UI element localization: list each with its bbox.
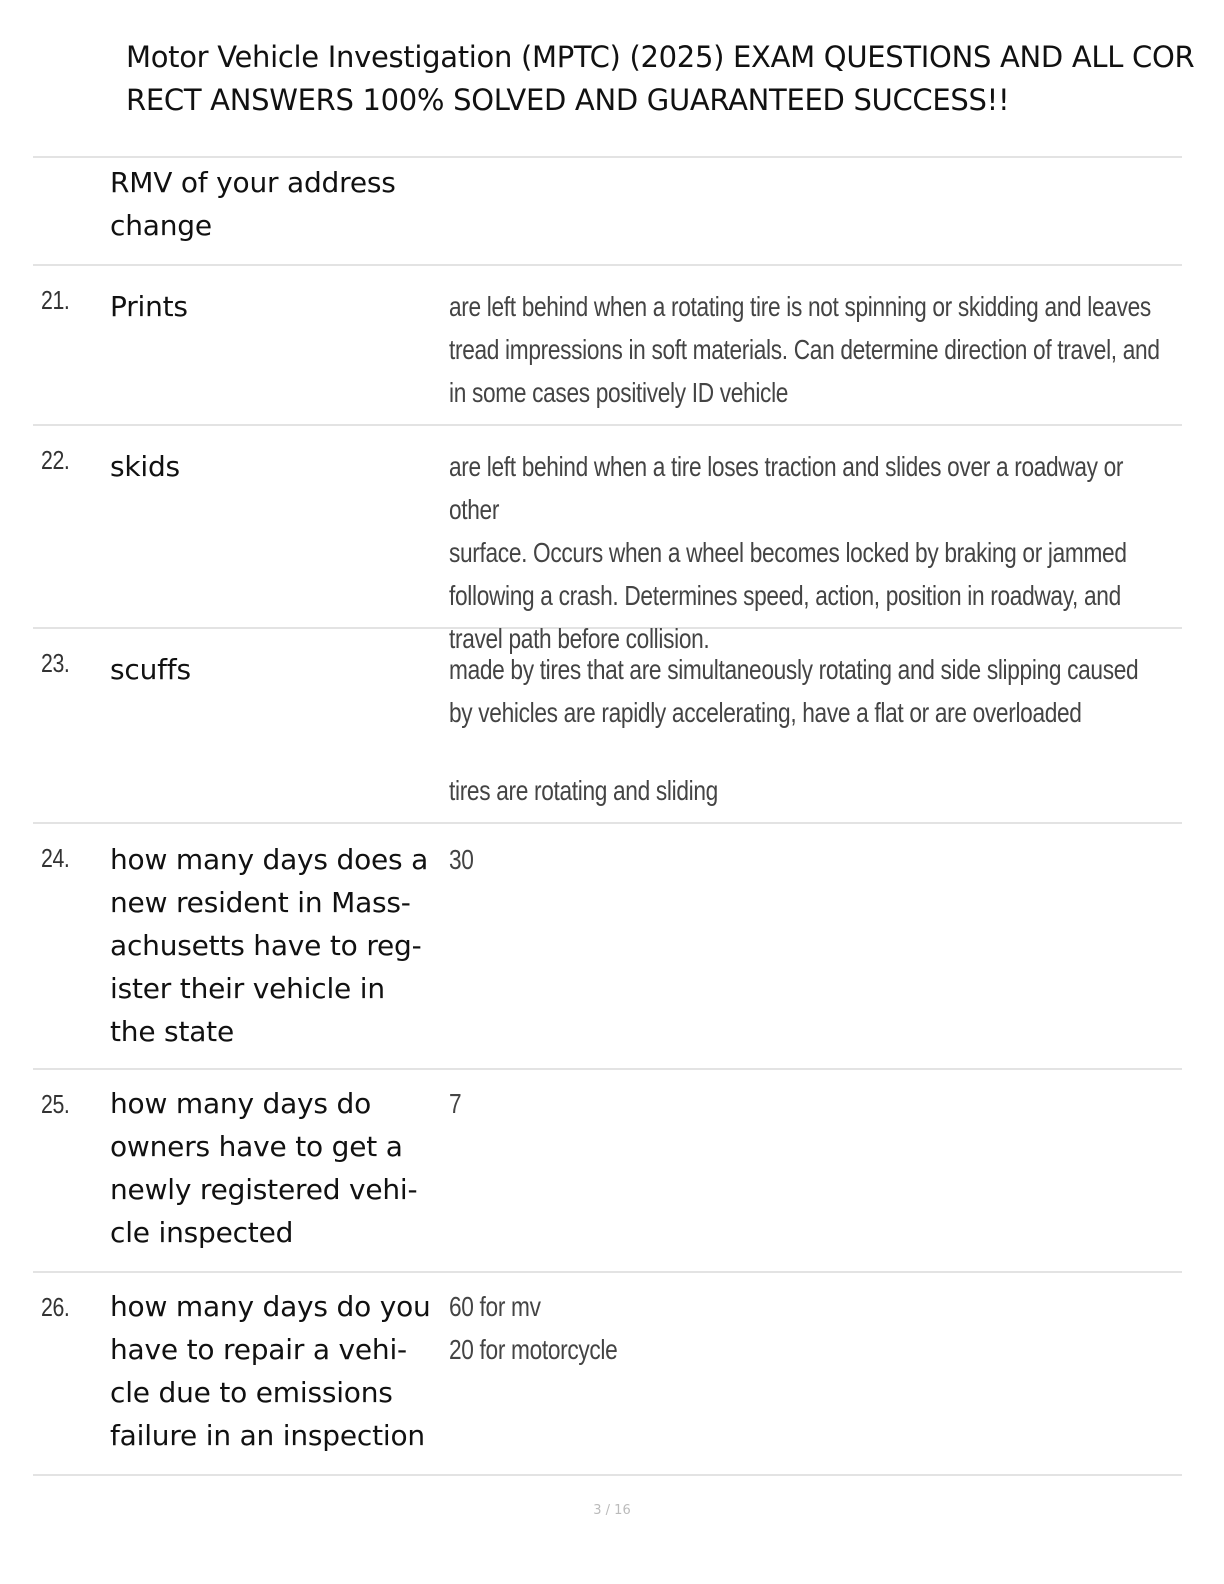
answer-text: are left behind when a tire loses traction and slides over a roadway or other surface. Occurs when a wheel becomes locked by braking or jammed following a crash. Determines speed, action, position in roadway, and travel path before collision. <box>449 451 1127 654</box>
document-title <box>126 36 1224 122</box>
question-number: 23. <box>41 648 70 678</box>
question-text: skids <box>110 450 180 483</box>
qa-row <box>33 629 1182 824</box>
qa-row <box>33 158 1182 266</box>
qa-row <box>33 266 1182 426</box>
answer-text <box>449 1285 1174 1371</box>
question-number: 25. <box>41 1089 70 1119</box>
question-number: 22. <box>41 445 70 475</box>
answer-line: 60 for mv <box>449 1291 541 1322</box>
answer-text: are left behind when a rotating tire is not spinning or skidding and leaves tread impressions in soft materials. Can determine direction of travel, and in some cases positively ID vehicle <box>449 291 1160 408</box>
question-number: 24. <box>41 843 70 873</box>
page-number: 3 / 16 <box>593 1503 631 1518</box>
question-text: how many days do owners have to get a newly registered vehi- cle inspected <box>110 1087 418 1249</box>
question-number: 26. <box>41 1292 70 1322</box>
answer-line: 20 for motorcycle <box>449 1334 618 1365</box>
question-text: how many days does a new resident in Mass- achusetts have to reg- ister their vehicle in the state <box>110 843 429 1048</box>
qa-table <box>33 156 1182 1476</box>
question-text: RMV of your address change <box>110 166 396 242</box>
question-text: Prints <box>110 290 188 323</box>
question-text: scuffs <box>110 653 191 686</box>
qa-row <box>33 824 1182 1070</box>
answer-text: 30 <box>449 844 474 875</box>
title-line-1: Motor Vehicle Investigation (MPTC) (2025) EXAM QUESTIONS AND ALL COR <box>126 40 1195 74</box>
qa-row <box>33 1070 1182 1273</box>
question-number: 21. <box>41 285 70 315</box>
answer-text: made by tires that are simultaneously rotating and side slipping caused by vehicles are rapidly accelerating, have a flat or are overloaded tires are rotating and sliding <box>449 648 1174 812</box>
question-text: how many days do you have to repair a vehi- cle due to emissions failure in an inspection <box>110 1290 431 1452</box>
answer-note: tires are rotating and sliding <box>449 775 718 806</box>
title-line-2: RECT ANSWERS 100% SOLVED AND GUARANTEED SUCCESS!! <box>126 83 1010 117</box>
answer-text: 7 <box>449 1088 462 1119</box>
qa-row <box>33 426 1182 654</box>
qa-row <box>33 1273 1182 1476</box>
